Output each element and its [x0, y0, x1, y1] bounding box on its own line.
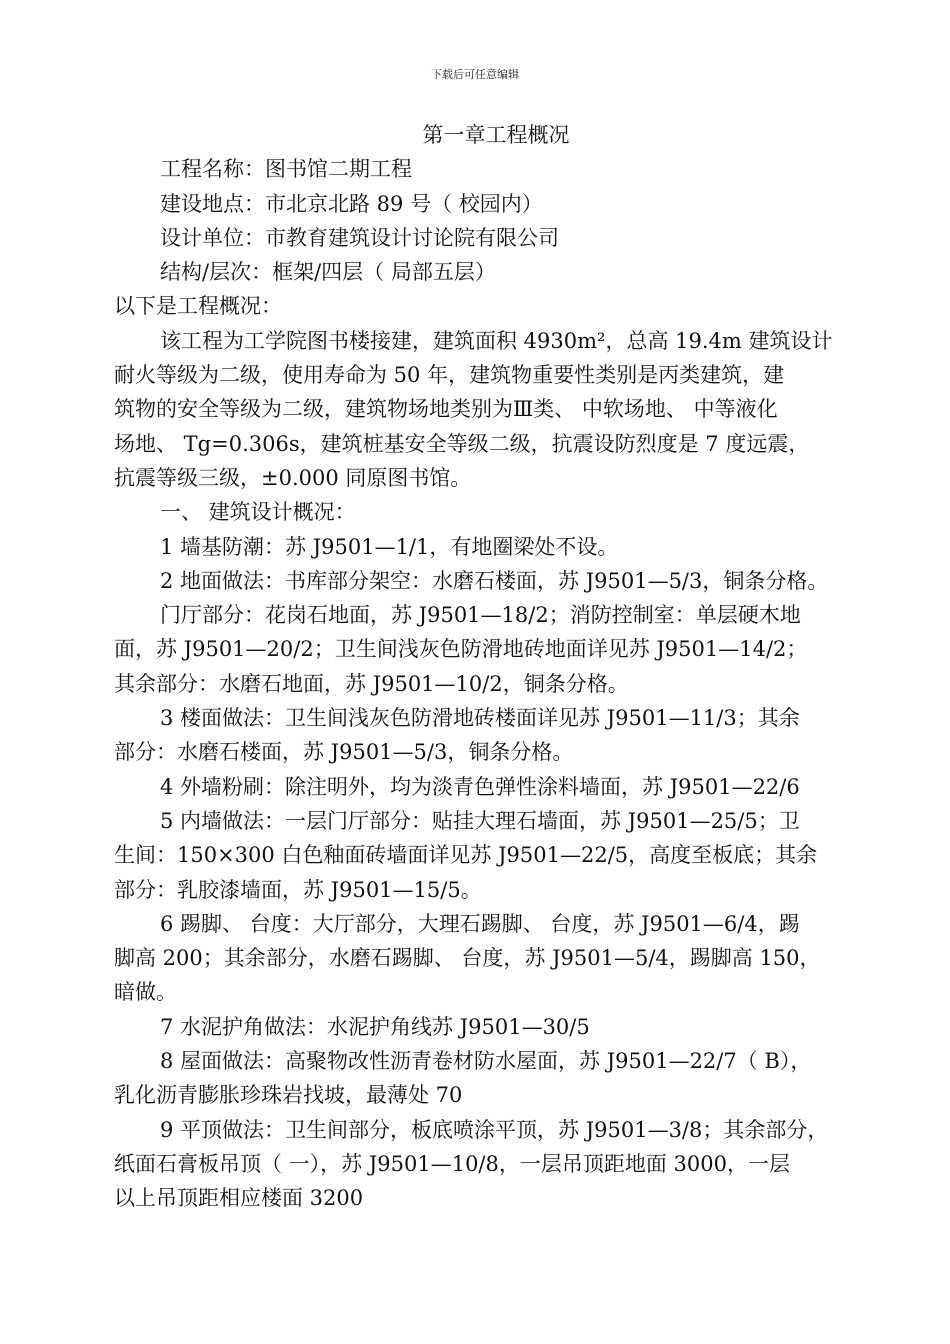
text-line: 部分：乳胶漆墙面，苏 J9501—15/5。 [114, 877, 482, 902]
text-line: 以上吊顶距相应楼面 3200 [114, 1186, 364, 1211]
text-line: 其余部分：水磨石地面，苏 J9501—10/2，铜条分格。 [114, 671, 629, 696]
text-line: 暗做。 [114, 980, 177, 1005]
text-line: 抗震等级三级，±0.000 同原图书馆。 [114, 465, 472, 490]
text-line: 建设地点：市北京北路 89 号（ 校园内） [160, 191, 543, 216]
text-line: 6 踢脚、 台度：大厅部分，大理石踢脚、 台度，苏 J9501—6/4，踢 [160, 911, 800, 936]
text-line: 部分：水磨石楼面，苏 J9501—5/3，铜条分格。 [114, 740, 574, 765]
text-line: 该工程为工学院图书楼接建，建筑面积 4930m²，总高 19.4m 建筑设计 [160, 328, 833, 353]
page-header-note: 下载后可任意编辑 [431, 68, 519, 81]
text-line: 9 平顶做法：卫生间部分，板底喷涂平顶，苏 J9501—3/8；其余部分， [160, 1117, 829, 1142]
text-line: 2 地面做法：书库部分架空：水磨石楼面，苏 J9501—5/3，铜条分格。 [160, 568, 829, 593]
text-line: 5 内墙做法：一层门厅部分：贴挂大理石墙面，苏 J9501—25/5；卫 [160, 808, 800, 833]
document-body [114, 118, 864, 1216]
paragraph-lines [114, 152, 864, 1215]
text-line: 脚高 200；其余部分，水磨石踢脚、 台度，苏 J9501—5/4，踢脚高 150， [114, 946, 821, 971]
text-line: 场地、 Tg=0.306s，建筑桩基安全等级二级，抗震设防烈度是 7 度远震， [114, 431, 810, 456]
text-line: 生间：150×300 白色釉面砖墙面详见苏 J9501—22/5，高度至板底；其余 [114, 843, 818, 868]
text-line: 4 外墙粉刷：除注明外，均为淡青色弹性涂料墙面，苏 J9501—22/6 [160, 774, 800, 799]
text-line: 工程名称：图书馆二期工程 [160, 157, 412, 182]
text-line: 乳化沥青膨胀珍珠岩找坡，最薄处 70 [114, 1083, 463, 1108]
text-line: 设计单位：市教育建筑设计讨论院有限公司 [160, 225, 559, 250]
text-line: 门厅部分：花岗石地面，苏 J9501—18/2；消防控制室：单层硬木地 [160, 603, 801, 628]
text-line: 3 楼面做法：卫生间浅灰色防滑地砖楼面详见苏 J9501—11/3；其余 [160, 706, 800, 731]
text-line: 纸面石膏板吊顶（ 一），苏 J9501—10/8，一层吊顶距地面 3000，一层 [114, 1151, 790, 1176]
text-line: 一、 建筑设计概况： [160, 500, 356, 525]
text-line: 8 屋面做法：高聚物改性沥青卷材防水屋面，苏 J9501—22/7（ B）， [160, 1049, 812, 1074]
text-line: 面，苏 J9501—20/2；卫生间浅灰色防滑地砖地面详见苏 J9501—14/2； [114, 637, 808, 662]
text-line: 结构/层次：框架/四层（ 局部五层） [160, 260, 496, 285]
text-line: 1 墙基防潮：苏 J9501—1/1，有地圈梁处不设。 [160, 534, 619, 559]
text-line: 7 水泥护角做法：水泥护角线苏 J9501—30/5 [160, 1014, 590, 1039]
chapter-title: 第一章工程概况 [422, 123, 570, 147]
text-line: 以下是工程概况： [114, 294, 282, 319]
text-line: 耐火等级为二级，使用寿命为 50 年，建筑物重要性类别是丙类建筑，建 [114, 363, 785, 388]
text-line: 筑物的安全等级为二级，建筑物场地类别为Ⅲ类、 中软场地、 中等液化 [114, 397, 778, 422]
